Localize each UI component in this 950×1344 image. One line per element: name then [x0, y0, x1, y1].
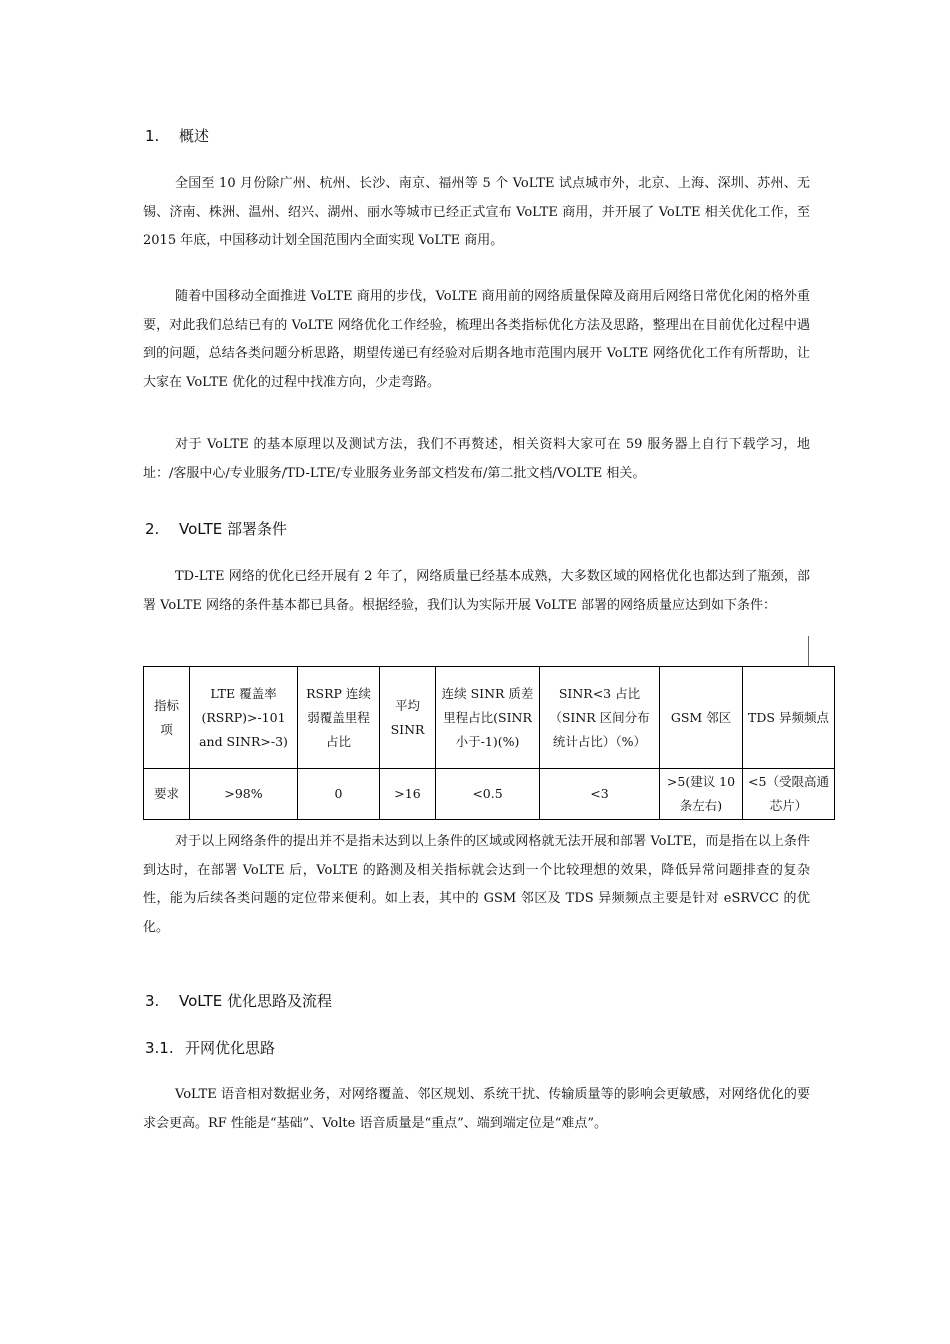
section-title: VoLTE 部署条件	[179, 520, 287, 538]
header-cell: 平均 SINR	[380, 667, 436, 769]
section-number: 3.	[145, 992, 160, 1010]
section-2-paragraph-2: 对于以上网络条件的提出并不是指未达到以上条件的区域或网格就无法开展和部署 VoLTE，而是指在以上条件到达时，在部署 VoLTE 后，VoLTE 的路测及相关指标就会达到一个比较理想的效果，降低异常问题排查的复杂性，能为后续各类问题的定位带来便利。如上表，其中的 GSM 邻区及 TDS 异频频点主要是针对 eSRVCC 的优化。	[143, 834, 810, 935]
table-cell: <5（受限高通芯片）	[743, 769, 835, 820]
section-1-paragraph-2: 随着中国移动全面推进 VoLTE 商用的步伐，VoLTE 商用前的网络质量保障及商用后网络日常优化闲的格外重要，对此我们总结已有的 VoLTE 网络优化工作经验，梳理出各类指标优化方法及思路，整理出在目前优化过程中遇到的问题，总结各类问题分析思路，期望传递已有经验对后期各地市范围内展开 VoLTE 网络优化工作有所帮助，让大家在 VoLTE 优化的过程中找准方向，少走弯路。	[143, 289, 810, 390]
section-title: 开网优化思路	[185, 1039, 276, 1057]
section-2-heading	[145, 518, 287, 539]
table-header-row	[144, 667, 835, 769]
header-cell: GSM 邻区	[660, 667, 743, 769]
table-cell: >16	[380, 769, 436, 820]
section-3-1-paragraph-1: VoLTE 语音相对数据业务，对网络覆盖、邻区规划、系统干扰、传输质量等的影响会更敏感，对网络优化的要求会更高。RF 性能是“基础”、Volte 语音质量是“重点”、端到端定位是“难点”。	[143, 1087, 810, 1131]
table-row	[144, 769, 835, 820]
header-cell: RSRP 连续弱覆盖里程占比	[298, 667, 380, 769]
section-title: VoLTE 优化思路及流程	[179, 992, 332, 1010]
table-cell: 要求	[144, 769, 190, 820]
section-2-paragraph-1: TD-LTE 网络的优化已经开展有 2 年了，网络质量已经基本成熟，大多数区域的网格优化也都达到了瓶颈，部署 VoLTE 网络的条件基本都已具备。根据经验，我们认为实际开展 VoLTE 部署的网络质量应达到如下条件：	[143, 569, 810, 613]
header-cell: TDS 异频频点	[743, 667, 835, 769]
section-1-paragraph-3: 对于 VoLTE 的基本原理以及测试方法，我们不再赘述，相关资料大家可在 59 服务器上自行下载学习，地址：/客服中心/专业服务/TD-LTE/专业服务业务部文档发布/第二批文档/VOLTE 相关。	[143, 437, 810, 481]
section-3-1-heading	[145, 1037, 275, 1058]
table-cell: <3	[540, 769, 660, 820]
page-margin-rule	[808, 636, 809, 666]
section-number: 3.1.	[145, 1039, 174, 1057]
table-cell: <0.5	[436, 769, 540, 820]
table-cell: >5(建议 10 条左右)	[660, 769, 743, 820]
header-cell: LTE 覆盖率(RSRP)>-101 and SINR>-3)	[190, 667, 298, 769]
section-title: 概述	[179, 127, 210, 145]
section-1-paragraph-1: 全国至 10 月份除广州、杭州、长沙、南京、福州等 5 个 VoLTE 试点城市外，北京、上海、深圳、苏州、无锡、济南、株洲、温州、绍兴、湖州、丽水等城市已经正式宣布 VoLTE 商用，并开展了 VoLTE 相关优化工作，至 2015 年底，中国移动计划全国范围内全面实现 VoLTE 商用。	[143, 176, 810, 248]
section-number: 2.	[145, 520, 160, 538]
section-number: 1.	[145, 127, 160, 145]
section-1-heading	[145, 125, 209, 146]
table-cell: 0	[298, 769, 380, 820]
requirements-table	[143, 666, 835, 820]
header-cell: SINR<3 占比（SINR 区间分布统计占比）（%）	[540, 667, 660, 769]
header-cell: 指标项	[144, 667, 190, 769]
header-cell: 连续 SINR 质差里程占比(SINR 小于-1)(%)	[436, 667, 540, 769]
table-cell: >98%	[190, 769, 298, 820]
section-3-heading	[145, 990, 332, 1011]
